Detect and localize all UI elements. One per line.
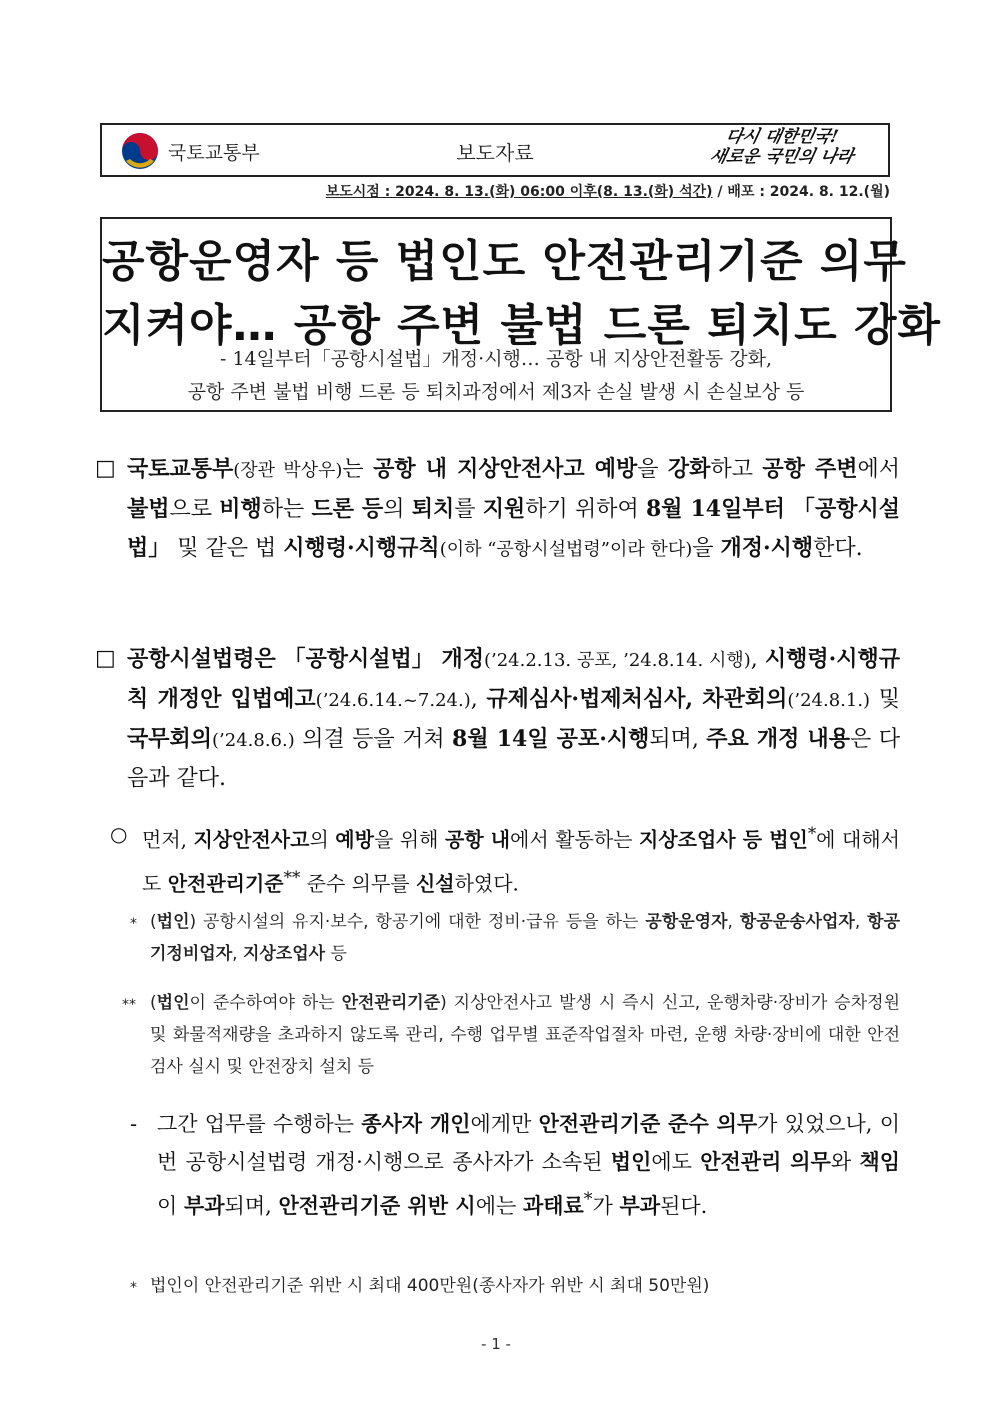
footnote-2	[122, 987, 900, 1083]
dash-item-1	[130, 1105, 900, 1225]
headline-box	[100, 217, 941, 412]
double-asterisk-mark: **	[122, 997, 136, 1013]
circle-bullet-icon: ○	[110, 822, 128, 846]
footnote-2-text: (법인이 준수하여야 하는 안전관리기준) 지상안전사고 발생 시 즉시 신고, 운행차량·장비가 승차정원 및 화물적재량을 초과하지 않도록 관리, 수행 업무별 표준작업절차 마련, 운행 차량·장비에 대한 안전검사 실시 및 안전장치 설치 등	[150, 993, 900, 1077]
page-number: - 1 -	[481, 1335, 511, 1353]
press-release-header	[100, 123, 890, 177]
footnote-1-text: (법인) 공항시설의 유지·보수, 항공기에 대한 정비·급유 등을 하는 공항운영자, 항공운송사업자, 항공기정비업자, 지상조업사 등	[150, 912, 901, 964]
bullet-1	[110, 815, 900, 902]
bullet-1-text: 먼저, 지상안전사고의 예방을 위해 공항 내에서 활동하는 지상조업사 등 법인*에 대해서도 안전관리기준** 준수 의무를 신설하였다.	[142, 824, 900, 896]
government-slogan	[706, 127, 876, 175]
slogan-line-2: 새로운 국민의 나라	[707, 147, 856, 167]
square-bullet-icon: □	[95, 646, 116, 671]
doc-type-title: 보도자료	[456, 141, 534, 165]
headline-line-2: 지켜야… 공항 주변 불법 드론 퇴치도 강화	[102, 300, 941, 351]
release-info	[326, 181, 890, 201]
distribution-date: / 배포 : 2024. 8. 12.(월)	[712, 184, 890, 200]
footnote-3	[130, 1270, 900, 1302]
square-bullet-icon: □	[95, 456, 116, 481]
footnote-1	[130, 906, 900, 970]
paragraph-1	[95, 450, 900, 569]
paragraph-1-text: 국토교통부(장관 박상우)는 공항 내 지상안전사고 예방을 강화하고 공항 주변에서 불법으로 비행하는 드론 등의 퇴치를 지원하기 위하여 8월 14일부터 「공항시설법」 및 같은 법 시행령·시행규칙(이하 “공항시설법령”이라 한다)을 개정·시행한다.	[127, 456, 901, 561]
asterisk-mark: *	[130, 1280, 137, 1296]
subheadline-line-1: - 14일부터「공항시설법」개정·시행… 공항 내 지상안전활동 강화,	[219, 348, 773, 370]
asterisk-mark: *	[130, 916, 137, 932]
paragraph-2-text: 공항시설법령은 「공항시설법」 개정(’24.2.13. 공포, ’24.8.14. 시행), 시행령·시행규칙 개정안 입법예고(’24.6.14.~7.24.), 규제심사·법제처심사, 차관회의(’24.8.1.) 및 국무회의(’24.8.6.) 의결 등을 거쳐 8월 14일 공포·시행되며, 주요 개정 내용은 다음과 같다.	[127, 646, 900, 791]
ministry-name: 국토교통부	[168, 141, 260, 164]
dash-bullet-icon: -	[130, 1112, 138, 1136]
dash-item-1-text: 그간 업무를 수행하는 종사자 개인에게만 안전관리기준 준수 의무가 있었으나, 이번 공항시설법령 개정·시행으로 종사자가 소속된 법인에도 안전관리 의무와 책임이 부과되며, 안전관리기준 위반 시에는 과태료*가 부과된다.	[157, 1111, 901, 1218]
headline-line-1: 공항운영자 등 법인도 안전관리기준 의무	[102, 236, 907, 287]
subheadline-line-2: 공항 주변 불법 비행 드론 등 퇴치과정에서 제3자 손실 발생 시 손실보상 등	[187, 381, 805, 403]
paragraph-2	[95, 640, 900, 798]
footnote-3-text: 법인이 안전관리기준 위반 시 최대 400만원(종사자가 위반 시 최대 50만원)	[150, 1276, 710, 1296]
slogan-line-1: 다시 대한민국!	[723, 127, 841, 147]
embargo-time: 보도시점 : 2024. 8. 13.(화) 06:00 이후(8. 13.(화) 석간)	[325, 184, 713, 200]
